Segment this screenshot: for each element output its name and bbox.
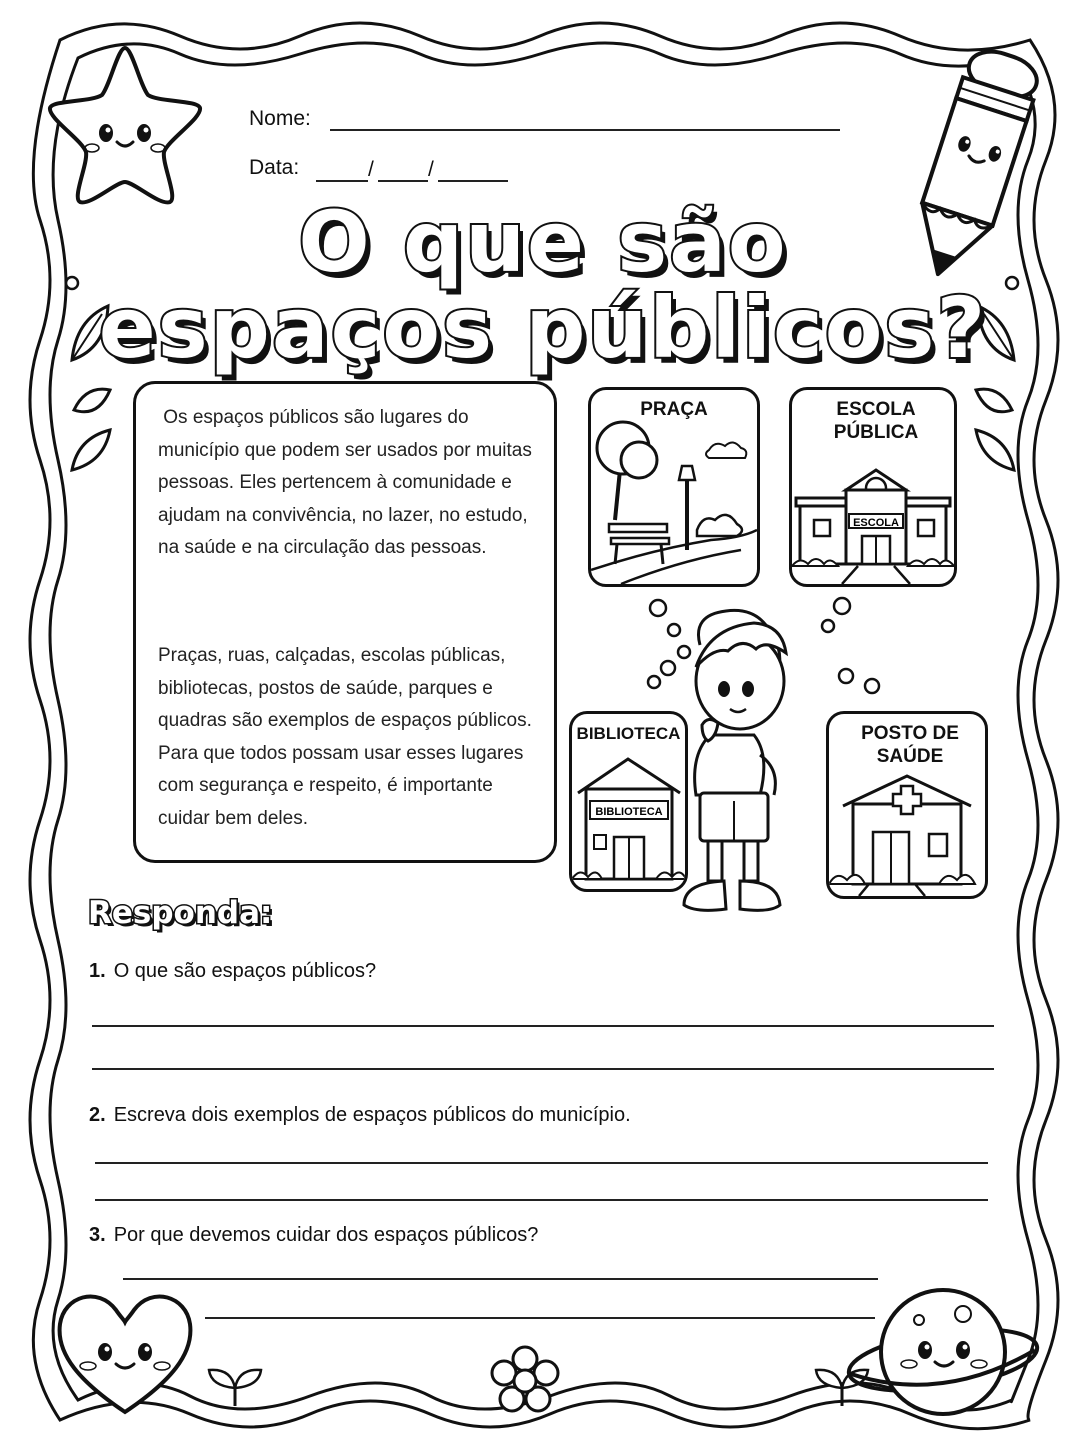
date-input-line[interactable]: / /	[316, 160, 510, 182]
question-3-text: Por que devemos cuidar dos espaços públicos?	[113, 1224, 539, 1246]
date-label: Data:	[249, 156, 300, 179]
school-sign: ESCOLA	[853, 517, 899, 529]
paragraph-1: Os espaços públicos são lugares do município que podem ser usados por muitas pessoas. Eles pertencem à comunidade e ajudam na convivência, no lazer, no estudo, na saúde e na circulação das pessoas.	[158, 407, 538, 558]
activity-heading: Responda:	[88, 895, 273, 931]
library-illustration	[572, 749, 685, 889]
page-title-line1: O que são	[298, 193, 788, 291]
library-sign: BIBLIOTECA	[595, 806, 663, 818]
name-input-line[interactable]	[330, 129, 840, 131]
card-praca-label: PRAÇA	[640, 399, 708, 420]
page-title-line2: espaços públicos?	[98, 279, 988, 377]
question-1	[89, 960, 376, 983]
planet-icon	[845, 1280, 1065, 1430]
paragraph-2: Praças, ruas, calçadas, escolas públicas, bibliotecas, postos de saúde, parques e quadras são exemplos de espaços públicos. Para que todos possam usar esses lugares com segurança e respeito, é importante cuidar bem deles.	[158, 645, 532, 829]
question-3	[89, 1224, 538, 1247]
question-2-text: Escreva dois exemplos de espaços públicos do município.	[113, 1104, 631, 1126]
leaf-icon	[205, 1362, 265, 1407]
answer-line[interactable]	[123, 1278, 878, 1280]
question-2	[89, 1104, 631, 1127]
card-escola	[789, 387, 957, 587]
question-1-number: 1.	[89, 960, 106, 982]
park-illustration	[591, 420, 757, 584]
question-1-text: O que são espaços públicos?	[113, 960, 377, 982]
answer-line[interactable]	[92, 1068, 994, 1070]
card-biblioteca-label: BIBLIOTECA	[576, 724, 681, 743]
boy-illustration	[676, 605, 796, 925]
health-post-illustration	[829, 770, 985, 896]
card-praca	[588, 387, 760, 587]
card-escola-label: ESCOLA PÚBLICA	[833, 399, 919, 443]
answer-line[interactable]	[205, 1317, 875, 1319]
name-label: Nome:	[249, 107, 311, 130]
answer-line[interactable]	[92, 1025, 994, 1027]
card-posto-label: POSTO DE SAÚDE	[861, 723, 959, 767]
flower-icon	[490, 1345, 560, 1415]
star-icon	[40, 40, 210, 210]
heart-icon	[50, 1282, 200, 1422]
question-3-number: 3.	[89, 1224, 106, 1246]
answer-line[interactable]	[95, 1162, 988, 1164]
card-biblioteca	[569, 711, 688, 892]
card-posto-saude	[826, 711, 988, 899]
school-illustration	[792, 454, 954, 584]
answer-line[interactable]	[95, 1199, 988, 1201]
question-2-number: 2.	[89, 1104, 106, 1126]
